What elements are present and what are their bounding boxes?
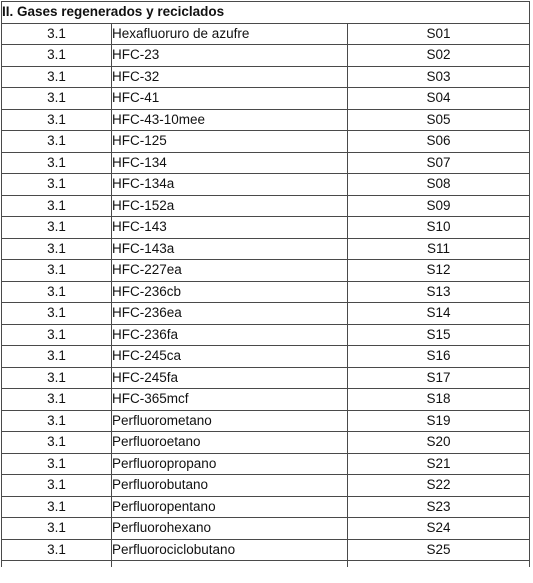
table-row [2,410,530,432]
gases-table [1,1,530,567]
gas-name-cell: HFC-143 [112,217,348,239]
gas-name-cell: HFC-245ca [112,346,348,368]
gas-code-cell: S18 [348,389,530,411]
gas-name-cell: HFC-23 [112,45,348,67]
table-row [2,518,530,540]
gas-code-cell: S21 [348,453,530,475]
section-number-cell: 3.1 [2,389,112,411]
gas-code-cell: S23 [348,496,530,518]
empty-cell [112,561,348,568]
gas-code-cell: S17 [348,367,530,389]
gas-code-cell: S11 [348,238,530,260]
section-number-cell: 3.1 [2,496,112,518]
gas-name-cell: HFC-236cb [112,281,348,303]
table-row [2,23,530,45]
gas-name-cell: HFC-227ea [112,260,348,282]
table-row [2,346,530,368]
section-number-cell: 3.1 [2,238,112,260]
table-row [2,475,530,497]
gas-name-cell: HFC-134a [112,174,348,196]
section-number-cell: 3.1 [2,109,112,131]
gas-code-cell: S22 [348,475,530,497]
table-row [2,174,530,196]
gas-name-cell: HFC-245fa [112,367,348,389]
table-row [2,260,530,282]
section-title: II. Gases regenerados y reciclados [2,2,530,24]
gas-name-cell: Perfluorohexano [112,518,348,540]
gas-name-cell: Perfluoropropano [112,453,348,475]
table-row [2,324,530,346]
section-number-cell: 3.1 [2,174,112,196]
gas-name-cell: HFC-125 [112,131,348,153]
gas-code-cell: S15 [348,324,530,346]
gas-name-cell: HFC-143a [112,238,348,260]
section-number-cell: 3.1 [2,453,112,475]
table-row [2,195,530,217]
gas-name-cell: HFC-365mcf [112,389,348,411]
gas-code-cell: S14 [348,303,530,325]
section-number-cell: 3.1 [2,195,112,217]
section-number-cell: 3.1 [2,346,112,368]
section-number-cell: 3.1 [2,281,112,303]
gas-code-cell: S04 [348,88,530,110]
gas-name-cell: HFC-236fa [112,324,348,346]
gas-code-cell: S05 [348,109,530,131]
gas-code-cell: S02 [348,45,530,67]
table-row-partial [2,561,530,568]
gas-code-cell: S10 [348,217,530,239]
table-row [2,389,530,411]
table-row [2,217,530,239]
section-number-cell: 3.1 [2,23,112,45]
table-row [2,109,530,131]
table-row [2,453,530,475]
table-row [2,131,530,153]
empty-cell [348,561,530,568]
table-row [2,539,530,561]
table-row [2,238,530,260]
section-number-cell: 3.1 [2,152,112,174]
table-row [2,281,530,303]
gas-code-cell: S13 [348,281,530,303]
section-number-cell: 3.1 [2,260,112,282]
section-number-cell: 3.1 [2,367,112,389]
gas-name-cell: HFC-32 [112,66,348,88]
section-number-cell: 3.1 [2,475,112,497]
gas-code-cell: S09 [348,195,530,217]
gas-code-cell: S06 [348,131,530,153]
gas-name-cell: HFC-43-10mee [112,109,348,131]
section-number-cell: 3.1 [2,324,112,346]
gas-name-cell: HFC-152a [112,195,348,217]
gas-name-cell: Perfluorobutano [112,475,348,497]
gas-name-cell: HFC-41 [112,88,348,110]
gas-code-cell: S07 [348,152,530,174]
gas-code-cell: S12 [348,260,530,282]
section-number-cell: 3.1 [2,539,112,561]
gas-name-cell: HFC-236ea [112,303,348,325]
gas-code-cell: S01 [348,23,530,45]
gas-code-cell: S16 [348,346,530,368]
gas-name-cell: Perfluoropentano [112,496,348,518]
gas-code-cell: S08 [348,174,530,196]
section-number-cell: 3.1 [2,66,112,88]
table-body [2,2,530,568]
gas-code-cell: S19 [348,410,530,432]
section-number-cell: 3.1 [2,432,112,454]
table-row [2,367,530,389]
gas-code-cell: S03 [348,66,530,88]
gas-name-cell: Hexafluoruro de azufre [112,23,348,45]
section-number-cell: 3.1 [2,131,112,153]
section-number-cell: 3.1 [2,217,112,239]
section-number-cell: 3.1 [2,88,112,110]
gas-code-cell: S20 [348,432,530,454]
gas-name-cell: HFC-134 [112,152,348,174]
table-row [2,303,530,325]
gas-name-cell: Perfluoroetano [112,432,348,454]
section-number-cell: 3.1 [2,45,112,67]
gas-name-cell: Perfluorometano [112,410,348,432]
section-number-cell: 3.1 [2,303,112,325]
gas-code-cell: S24 [348,518,530,540]
section-number-cell: 3.1 [2,410,112,432]
table-row [2,88,530,110]
table-row [2,496,530,518]
table-row [2,432,530,454]
empty-cell [2,561,112,568]
section-number-cell: 3.1 [2,518,112,540]
table-row [2,152,530,174]
section-header-row [2,2,530,24]
gas-code-cell: S25 [348,539,530,561]
gas-name-cell: Perfluorociclobutano [112,539,348,561]
table-row [2,45,530,67]
table-row [2,66,530,88]
